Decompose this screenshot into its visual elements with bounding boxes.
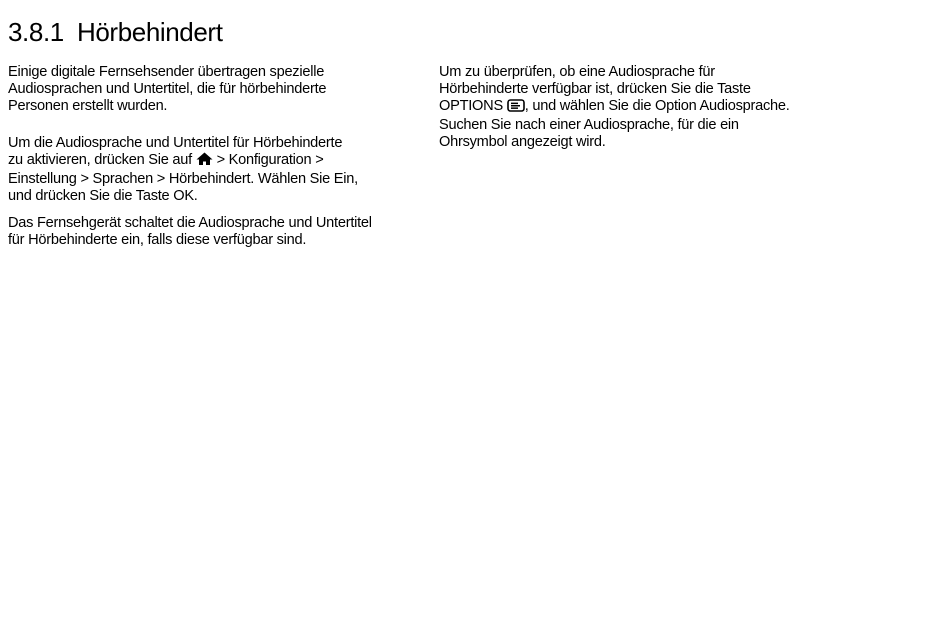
text-line: für Hörbehinderte ein, falls diese verfügbar sind. bbox=[8, 232, 307, 248]
section-number: 3.8.1 bbox=[8, 17, 64, 47]
text-segment: zu aktivieren, drücken Sie auf bbox=[8, 152, 192, 168]
text-segment: > Konfiguration > bbox=[216, 152, 324, 168]
text-line: Ohrsymbol angezeigt wird. bbox=[439, 134, 606, 150]
text-line: Um die Audiosprache und Untertitel für Hörbehinderte bbox=[8, 135, 343, 151]
home-icon bbox=[196, 152, 213, 171]
text-line: Hörbehinderte verfügbar ist, drücken Sie die Taste bbox=[439, 81, 751, 97]
text-line: und drücken Sie die Taste OK. bbox=[8, 188, 198, 204]
paragraph-activation bbox=[8, 135, 418, 205]
paragraph-result bbox=[8, 215, 418, 249]
paragraph-intro bbox=[8, 64, 418, 115]
left-column bbox=[8, 64, 418, 249]
text-line: Suchen Sie nach einer Audiosprache, für die ein bbox=[439, 117, 739, 133]
options-icon bbox=[507, 99, 525, 117]
text-line: Einstellung > Sprachen > Hörbehindert. Wählen Sie Ein, bbox=[8, 171, 358, 187]
text-line: Personen erstellt wurden. bbox=[8, 98, 168, 114]
text-segment: OPTIONS bbox=[439, 98, 503, 114]
text-line: Das Fernsehgerät schaltet die Audiosprache und Untertitel bbox=[8, 215, 372, 231]
text-segment: , und wählen Sie die Option Audiosprache. bbox=[524, 98, 790, 114]
section-title: Hörbehindert bbox=[77, 17, 223, 47]
section-heading bbox=[8, 14, 223, 50]
text-line: Audiosprachen und Untertitel, die für hörbehinderte bbox=[8, 81, 327, 97]
right-column bbox=[439, 64, 849, 151]
text-line: Einige digitale Fernsehsender übertragen spezielle bbox=[8, 64, 325, 80]
text-line: Um zu überprüfen, ob eine Audiosprache für bbox=[439, 64, 715, 80]
text-line bbox=[8, 152, 418, 171]
text-line bbox=[439, 98, 849, 117]
